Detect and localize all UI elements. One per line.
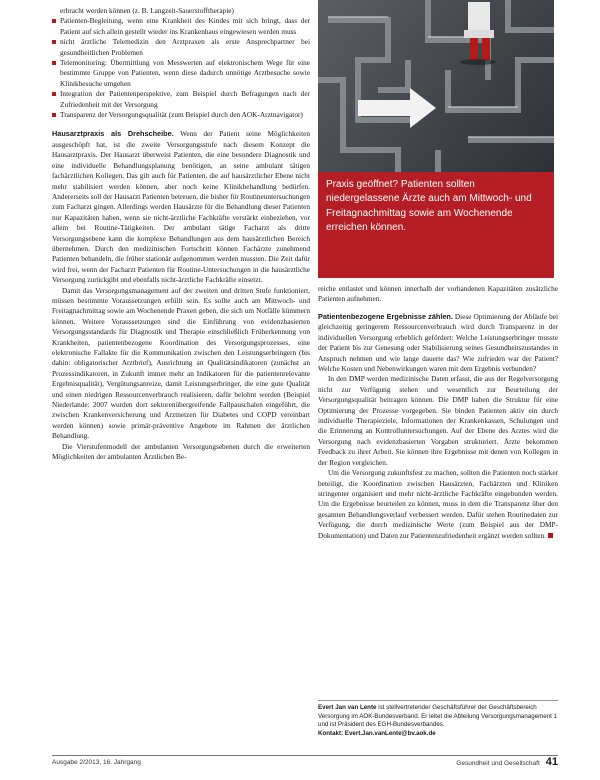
photo-caption-box (318, 172, 554, 278)
author-name: Evert Jan van Lente (318, 704, 377, 711)
left-column (52, 6, 310, 462)
author-contact: Kontakt: Evert.Jan.vanLente@bv.aok.de (318, 729, 436, 737)
paragraph: Patientenbezogene Ergebnisse zählen. Diese Optimierung der Abläufe bei gleichzeitig geringerem Ressourcenverbrauch wird durch Transparenz in der individuellen Versorgung erheblich gefördert: Welche Leistungserbringer musste der Patient bis zur Genesung oder Stabilisierung seines Gesundheitszustandes in Anspruch nehmen und wie lange dauerte das? Wie zufrieden war der Patient? Welche Kosten und Nebenwirkungen waren mit dem Ergebnis verbunden? (318, 312, 559, 374)
bullet-item: Transparenz der Versorgungsqualität (zum Beispiel durch den AOK-Arztnavigator) (52, 110, 310, 120)
bullet-item: Integration der Patientenperspektive, zum Beispiel durch Befragungen nach der Zufriedenheit mit der Versorgung (52, 89, 310, 110)
footer-issue: Ausgabe 2/2013, 16. Jahrgang (52, 759, 141, 766)
right-column (318, 312, 558, 541)
bullet-item: nicht ärztliche Telemedizin den Arztpraxen als erste Ansprechpartner bei gesundheitlichen Problemen (52, 37, 310, 58)
end-mark-icon (548, 533, 553, 538)
bullet-square-icon (52, 61, 56, 65)
author-bio: Evert Jan van Lente ist stellvertretender Geschäftsführer der Geschäftsbereich Versorgung im AOK-Bundesverband. Er leitet die Abteilung Versorgungsmanagement 1 und ist Präsident des EGH-Bundesverbandes. (318, 704, 558, 729)
bullet-square-icon (52, 19, 56, 23)
bullet-square-icon (52, 92, 56, 96)
section-heading: Hausarztpraxis als Drehscheibe. (52, 129, 174, 139)
footer-magazine: Gesundheit und Gesellschaft (456, 760, 540, 767)
paragraph: Um die Versorgung zukunftsfest zu machen, sollten die Patienten noch stärker beteiligt, die Koordination zwischen Hausärzten, Fachärzten und Kliniken stringenter organisiert und mehr nicht-ärztliche Fachkräfte eingebunden werden. Um die Ergebnisse beurteilen zu können, muss in dem die Transparenz über den gesamten Behandlungsverlauf verbessert werden. Dafür stehen Routinedaten zur Verfügung, die durch medizinische Werte (zum Beispiel aus der DMP-Dokumentation) und Daten zur Patientenzufriedenheit ergänzt werden sollten. (318, 468, 558, 540)
bullet-square-icon (52, 40, 56, 44)
bullet-continuation: erbracht werden können (z. B. Langzeit-Sauerstofftherapie) (60, 6, 234, 15)
page-number: 41 (545, 756, 558, 768)
footer-right (456, 756, 558, 768)
author-box (318, 700, 558, 738)
bullet-item: Telemonitoring: Übermittlung von Messwerten auf elektronischem Wege für eine bestimmte Gruppe von Patienten, wenn diese dadurch unnötige Arztbesuche sowie Klinikbesuche umgehen (52, 58, 310, 89)
right-column-continuation: reiche entlastet und können innerhalb der vorhandenen Kapazitäten zusätzliche Patienten aufnehmen. (318, 284, 558, 304)
bullet-item: Patienten-Begleitung, wenn eine Krankheit des Kindes mit sich bringt, dass der Patient auf sich allein gestellt wieder ins Krankenhaus eingewiesen werden muss (52, 16, 310, 37)
bullet-square-icon (52, 113, 56, 117)
photo-caption: Praxis geöffnet? Patienten sollten niedergelassene Ärzte auch am Mittwoch- und Freitagnachmittag sowie am Wochenende erreichen können. (326, 179, 532, 233)
paragraph: Hausarztpraxis als Drehscheibe. Wenn der Patient seine Möglichkeiten ausgeschöpft hat, ist die zweite Versorgungsstufe nach diesem Konzept die Hausarztpraxis. Der Hausarzt überweist Patienten, die eine besondere Diagnostik und eine individuelle Behandlungsplanung benötigen, an seine ambulant tätigen fachärztlichen Kollegen. Das gilt auch für Patienten, die auf hausärztlicher Ebene nicht mehr stabilisiert werden können, aber noch keine Klinikbehandlung bedürfen. Andererseits soll der Hausarzt Patienten betreuen, die bisher für Routineuntersuchungen zum Facharzt gingen. Allerdings werden Hausärzte für die Behandlung dieser Patienten nur Kapazitäten haben, wenn sie nicht-ärztliche Fachkräfte verstärkt einbeziehen, vor allem bei Routine-Tätigkeiten. Der ambulant tätige Facharzt als dritte Versorgungsebene kann die komplexe Behandlungen aus dem hausärztlichen Bereich übernehmen. Durch den medizinischen Fortschritt können Fachärzte zunehmend Patienten behandeln, die früher stationär aufgenommen werden mussten. Die Zeit dafür wird frei, wenn der Facharzt Patienten für Routine-Untersuchungen in die hausärztliche Versorgung zurückgibt und ebenfalls nicht-ärztliche Fachkräfte einsetzt. (52, 129, 310, 285)
section-heading: Patientenbezogene Ergebnisse zählen. (318, 312, 453, 321)
paragraph: In den DMP werden medizinische Daten erfasst, die aus der Regelversorgung nicht zur Verfügung stehen und wesentlich zur Beurteilung der Versorgungsqualität beitragen können. Die DMP haben die Struktur für eine Optimierung der Prozesse vorgegeben. Sie binden Patienten aktiv ein durch individuelle Therapieziele, Informationen der Krankenkassen, Schulungen und die Erinnerung an Kontrolluntersuchungen. Auf der Ebene des Arztes wird die Versorgung nach evidenzbasierten Vorgaben strukturiert. Ärzte bekommen Feedback zu ihrer Arbeit. Sie können ihre Ergebnisse mit denen von Kollegen in der Region vergleichen. (318, 374, 558, 467)
paragraph: Damit das Versorgungsmanagement auf der zweiten und dritten Stufe funktioniert, müssen bestimmte Voraussetzungen erfüllt sein. Es sollte auch am Mittwoch- und Freitagnachmittag sowie am Wochenende Praxen geben, die sich um Notfälle kümmern können. Weitere Voraussetzungen sind die Einführung von evidenzbasierten Versorgungsstandards für Diagnostik und Therapie einschließlich Früherkennung von Krankheiten, patientenbezogene Koordination des Versorgungsprozesses, eine elektronische Fallakte für die Kommunikation zwischen den Leistungserbringern (bis dahin: obligatorischer Arztbrief), Ausrichtung an Qualitätsindikatoren (zunächst an Prozessindikatoren, in Zukunft immer mehr an Indikatoren für die patientenrelevante Ergebnisqualität), Vergütungsanreize, damit Leistungserbringer, die eine gute Qualität und einen niedrigen Ressourcenverbrauch realisieren, dafür belohnt werden (Beispiel Niederlande: 2007 wurden dort sektorenübergreifende Fallpauschalen eingeführt, die zwischen Krankenversicherung und Arztnetzen für Diabetes und COPD vereinbart werden können) sowie primär-präventive Angebote im Rahmen der ärztlichen Behandlung. (52, 285, 310, 441)
paragraph: Die Vierstufenmodell der ambulanten Versorgungsebenen durch die erweiterten Möglichkeiten der ambulanten Ärztlichen Be- (52, 441, 310, 462)
bullet-list (52, 6, 310, 120)
